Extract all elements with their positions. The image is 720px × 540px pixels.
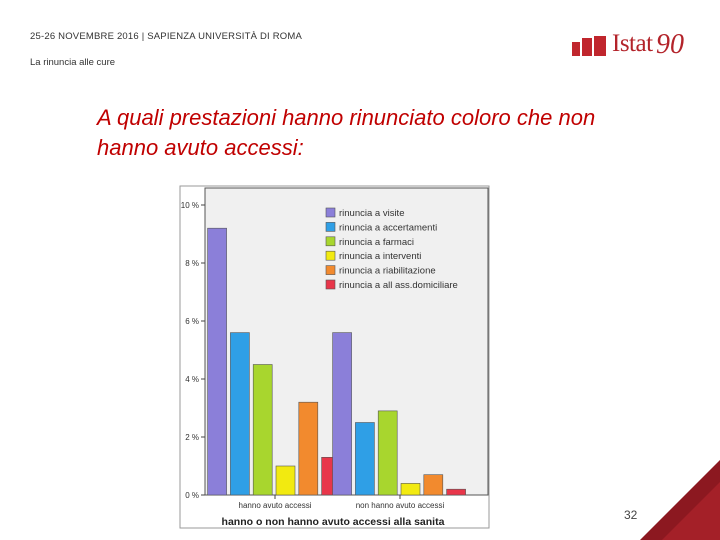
y-tick-label: 10 % bbox=[180, 201, 199, 210]
legend-swatch bbox=[326, 237, 335, 246]
y-tick-label: 8 % bbox=[185, 259, 199, 268]
x-tick-label: non hanno avuto accessi bbox=[355, 501, 445, 510]
legend-swatch bbox=[326, 208, 335, 217]
y-tick-label: 0 % bbox=[185, 491, 199, 500]
slide-title: A quali prestazioni hanno rinunciato coloro che non hanno avuto accessi: bbox=[97, 105, 596, 160]
bar bbox=[299, 402, 318, 495]
bar-chart bbox=[160, 185, 490, 530]
bar bbox=[276, 466, 295, 495]
legend-label: rinuncia a riabilitazione bbox=[339, 265, 436, 277]
istat-logo bbox=[572, 30, 692, 70]
legend-swatch bbox=[326, 266, 335, 275]
legend-swatch bbox=[326, 222, 335, 231]
legend-label: rinuncia a accertamenti bbox=[339, 222, 438, 234]
event-header: 25-26 NOVEMBRE 2016 | SAPIENZA UNIVERSITÀ DI ROMA bbox=[30, 31, 303, 42]
legend-label: rinuncia a farmaci bbox=[339, 236, 414, 248]
x-axis-title: hanno o non hanno avuto accessi alla sanita bbox=[221, 516, 445, 528]
bar bbox=[208, 228, 227, 495]
bar bbox=[253, 365, 272, 496]
x-tick-label: hanno avuto accessi bbox=[238, 501, 312, 510]
bar bbox=[401, 483, 420, 495]
bar bbox=[333, 333, 352, 495]
bar bbox=[424, 475, 443, 495]
page-number: 32 bbox=[624, 508, 638, 522]
section-subtitle: La rinuncia alle cure bbox=[30, 57, 116, 68]
legend-label: rinuncia a visite bbox=[339, 208, 405, 219]
legend-label: rinuncia a interventi bbox=[339, 251, 422, 263]
corner-decoration bbox=[640, 460, 720, 540]
logo-mark bbox=[572, 36, 608, 56]
bar bbox=[230, 333, 249, 495]
y-tick-label: 2 % bbox=[185, 433, 199, 442]
legend-swatch bbox=[326, 251, 335, 260]
chart-svg bbox=[160, 185, 490, 530]
legend-swatch bbox=[326, 280, 335, 289]
bar bbox=[378, 411, 397, 495]
legend-label: rinuncia a all ass.domiciliare bbox=[339, 280, 458, 291]
logo-word: Istat bbox=[612, 30, 653, 57]
bar bbox=[447, 489, 466, 495]
bar bbox=[355, 423, 374, 496]
y-tick-label: 6 % bbox=[185, 317, 199, 326]
y-tick-label: 4 % bbox=[185, 375, 199, 384]
logo-anniversary: 90 bbox=[656, 29, 684, 60]
